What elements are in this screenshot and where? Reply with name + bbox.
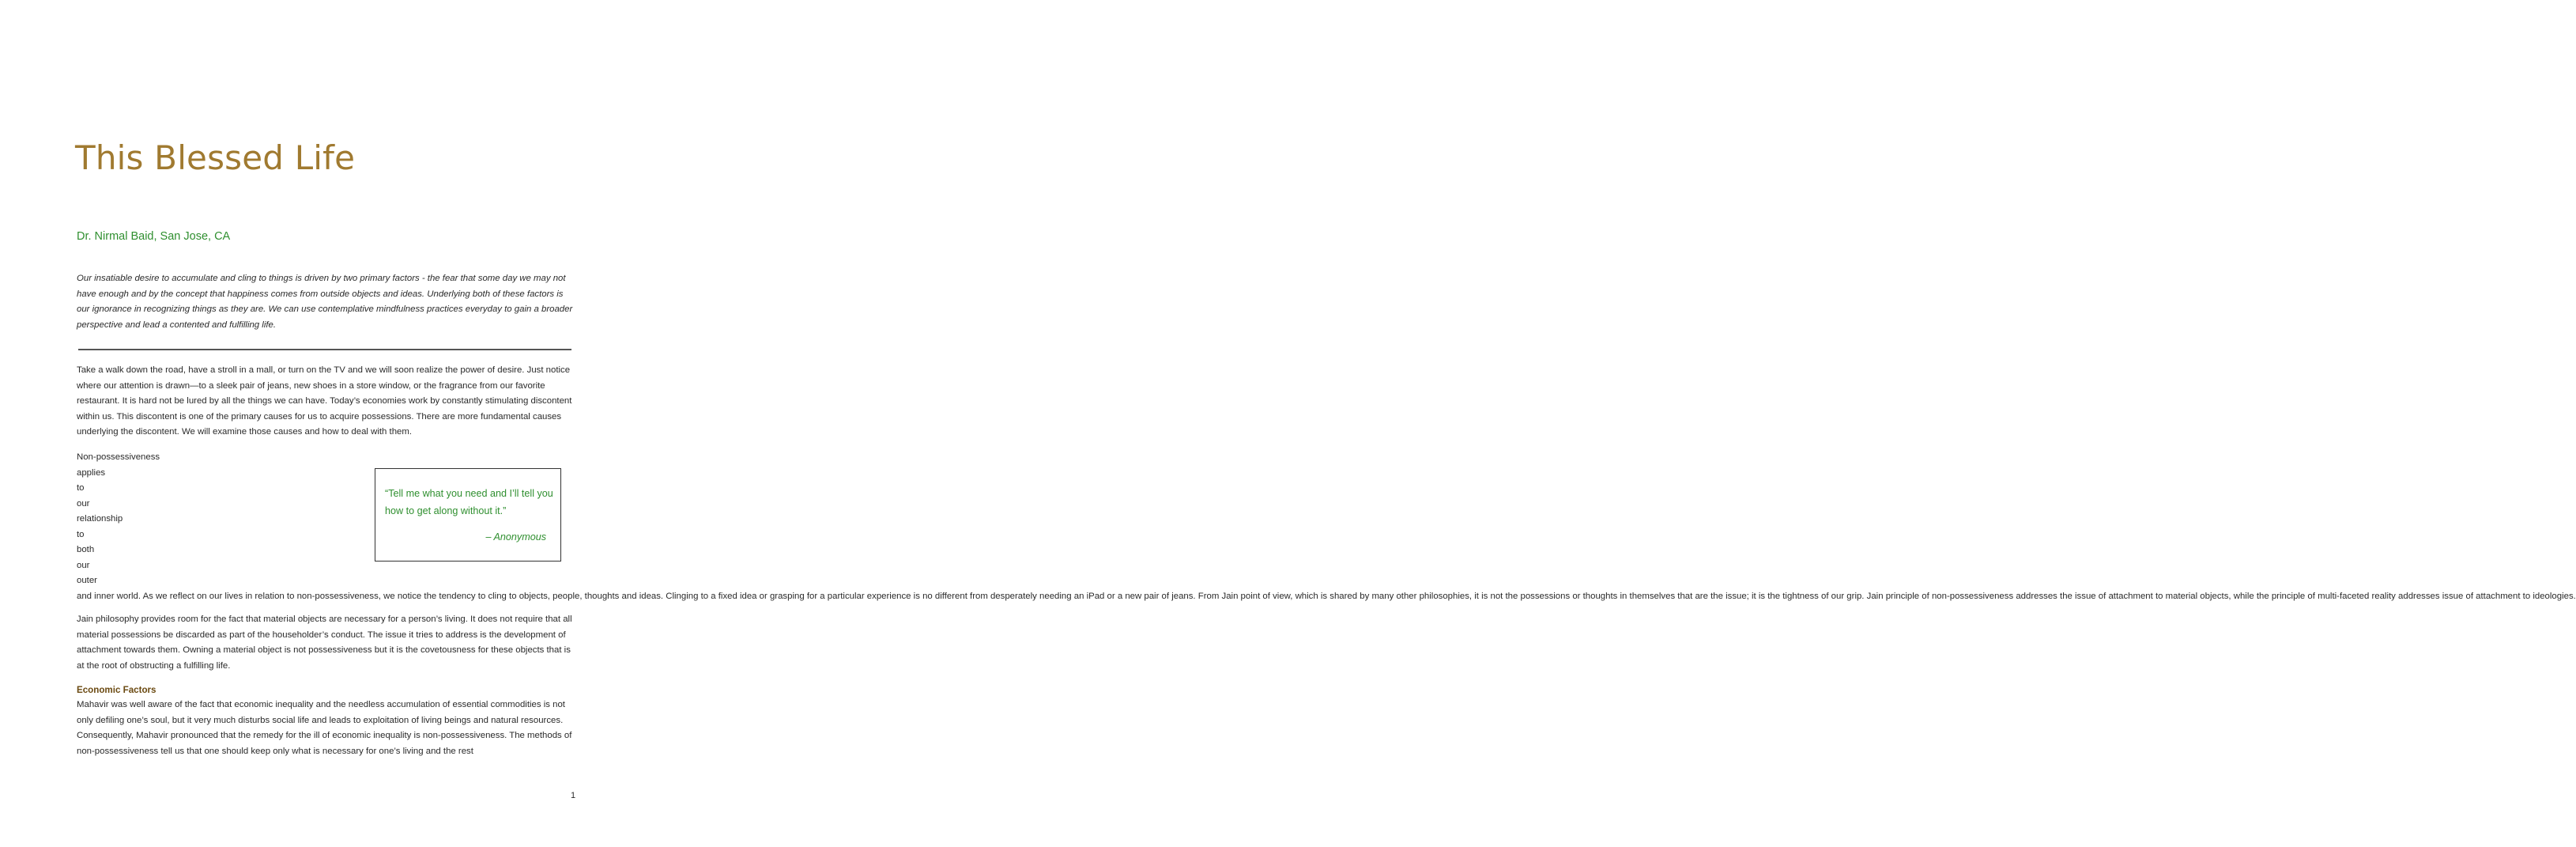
body-paragraph-2-line: both xyxy=(77,545,95,554)
author-byline: Dr. Nirmal Baid, San Jose, CA xyxy=(77,230,231,243)
page-title: This Blessed Life xyxy=(75,138,356,178)
body-paragraph-4: Mahavir was well aware of the fact that economic inequality and the needless accumulation of essential commodities is not only defiling one’s soul, but it very much disturbs social life and leads to exploitation of living beings and natural resources. Consequently, Mahavir pronounced that the remedy for the ill of economic inequality is non-possessiveness. The methods of non-possessiveness tell us that one should keep only what is necessary for one’s living and the rest xyxy=(77,700,572,756)
body-paragraph-2-line: our xyxy=(77,560,90,570)
page-number: 1 xyxy=(571,791,576,800)
body-paragraph-2-line: our xyxy=(77,498,90,509)
pull-quote-box xyxy=(375,468,561,562)
body-paragraph-2-line: applies xyxy=(77,467,106,478)
section-heading-economic-factors: Economic Factors xyxy=(77,685,157,695)
body-paragraph-2-line: outer xyxy=(77,576,97,585)
body-paragraph-2-line: relationship xyxy=(77,514,123,524)
body-paragraph-1: Take a walk down the road, have a stroll in a mall, or turn on the TV and we will soon realize the power of desire. Just notice where our attention is drawn—to a sleek pair of jeans, new shoes in a store window, or the fragrance from our favorite restaurant. It is hard not be lured by all the things we can have. Today’s economies work by constantly stimulating discontent within us. This discontent is one of the primary causes for us to acquire possessions. There are more fundamental causes underlying the discontent. We will examine those causes and how to deal with them. xyxy=(77,365,572,437)
pull-quote-text: “Tell me what you need and I’ll tell you how to get along without it.” xyxy=(385,488,553,516)
body-paragraph-2-line: to xyxy=(77,529,85,539)
body-paragraph-2-line: to xyxy=(77,483,85,493)
body-paragraph-2-line: and inner world. As we reflect on our lives in relation to non-possessiveness, we notice the tendency to cling to objects, people, thoughts and ideas. Clinging to a fixed idea or grasping for a particular experience is no different from desperately needing an iPad or a new pair of jeans. From Jain point of view, which is shared by many other philosophies, it is not the possessions or thoughts in themselves that are the issue; it is the tightness of our grip. Jain principle of non-possessiveness addresses the issue of attachment to material objects, while the principle of multi-faceted reality addresses issue of attachment to ideologies. xyxy=(77,591,2576,601)
abstract-paragraph: Our insatiable desire to accumulate and cling to things is driven by two primary factors - the fear that some day we may not have enough and by the concept that happiness comes from outside objects and ideas. Underlying both of these factors is our ignorance in recognizing things as they are. We can use contemplative mindfulness practices everyday to gain a broader perspective and lead a contented and fulfilling life. xyxy=(77,274,573,331)
body-paragraph-2-line: Non-possessiveness xyxy=(77,452,160,462)
section-divider xyxy=(78,349,571,350)
body-paragraph-3: Jain philosophy provides room for the fact that material objects are necessary for a person’s living. It does not require that all material possessions be discarded as part of the householder’s conduct. The issue it tries to address is the development of attachment towards them. Owning a material object is not possessiveness but it is the covetousness for these objects that is at the root of obstructing a fulfilling life. xyxy=(77,614,572,671)
pull-quote-attribution: – Anonymous xyxy=(485,531,546,543)
